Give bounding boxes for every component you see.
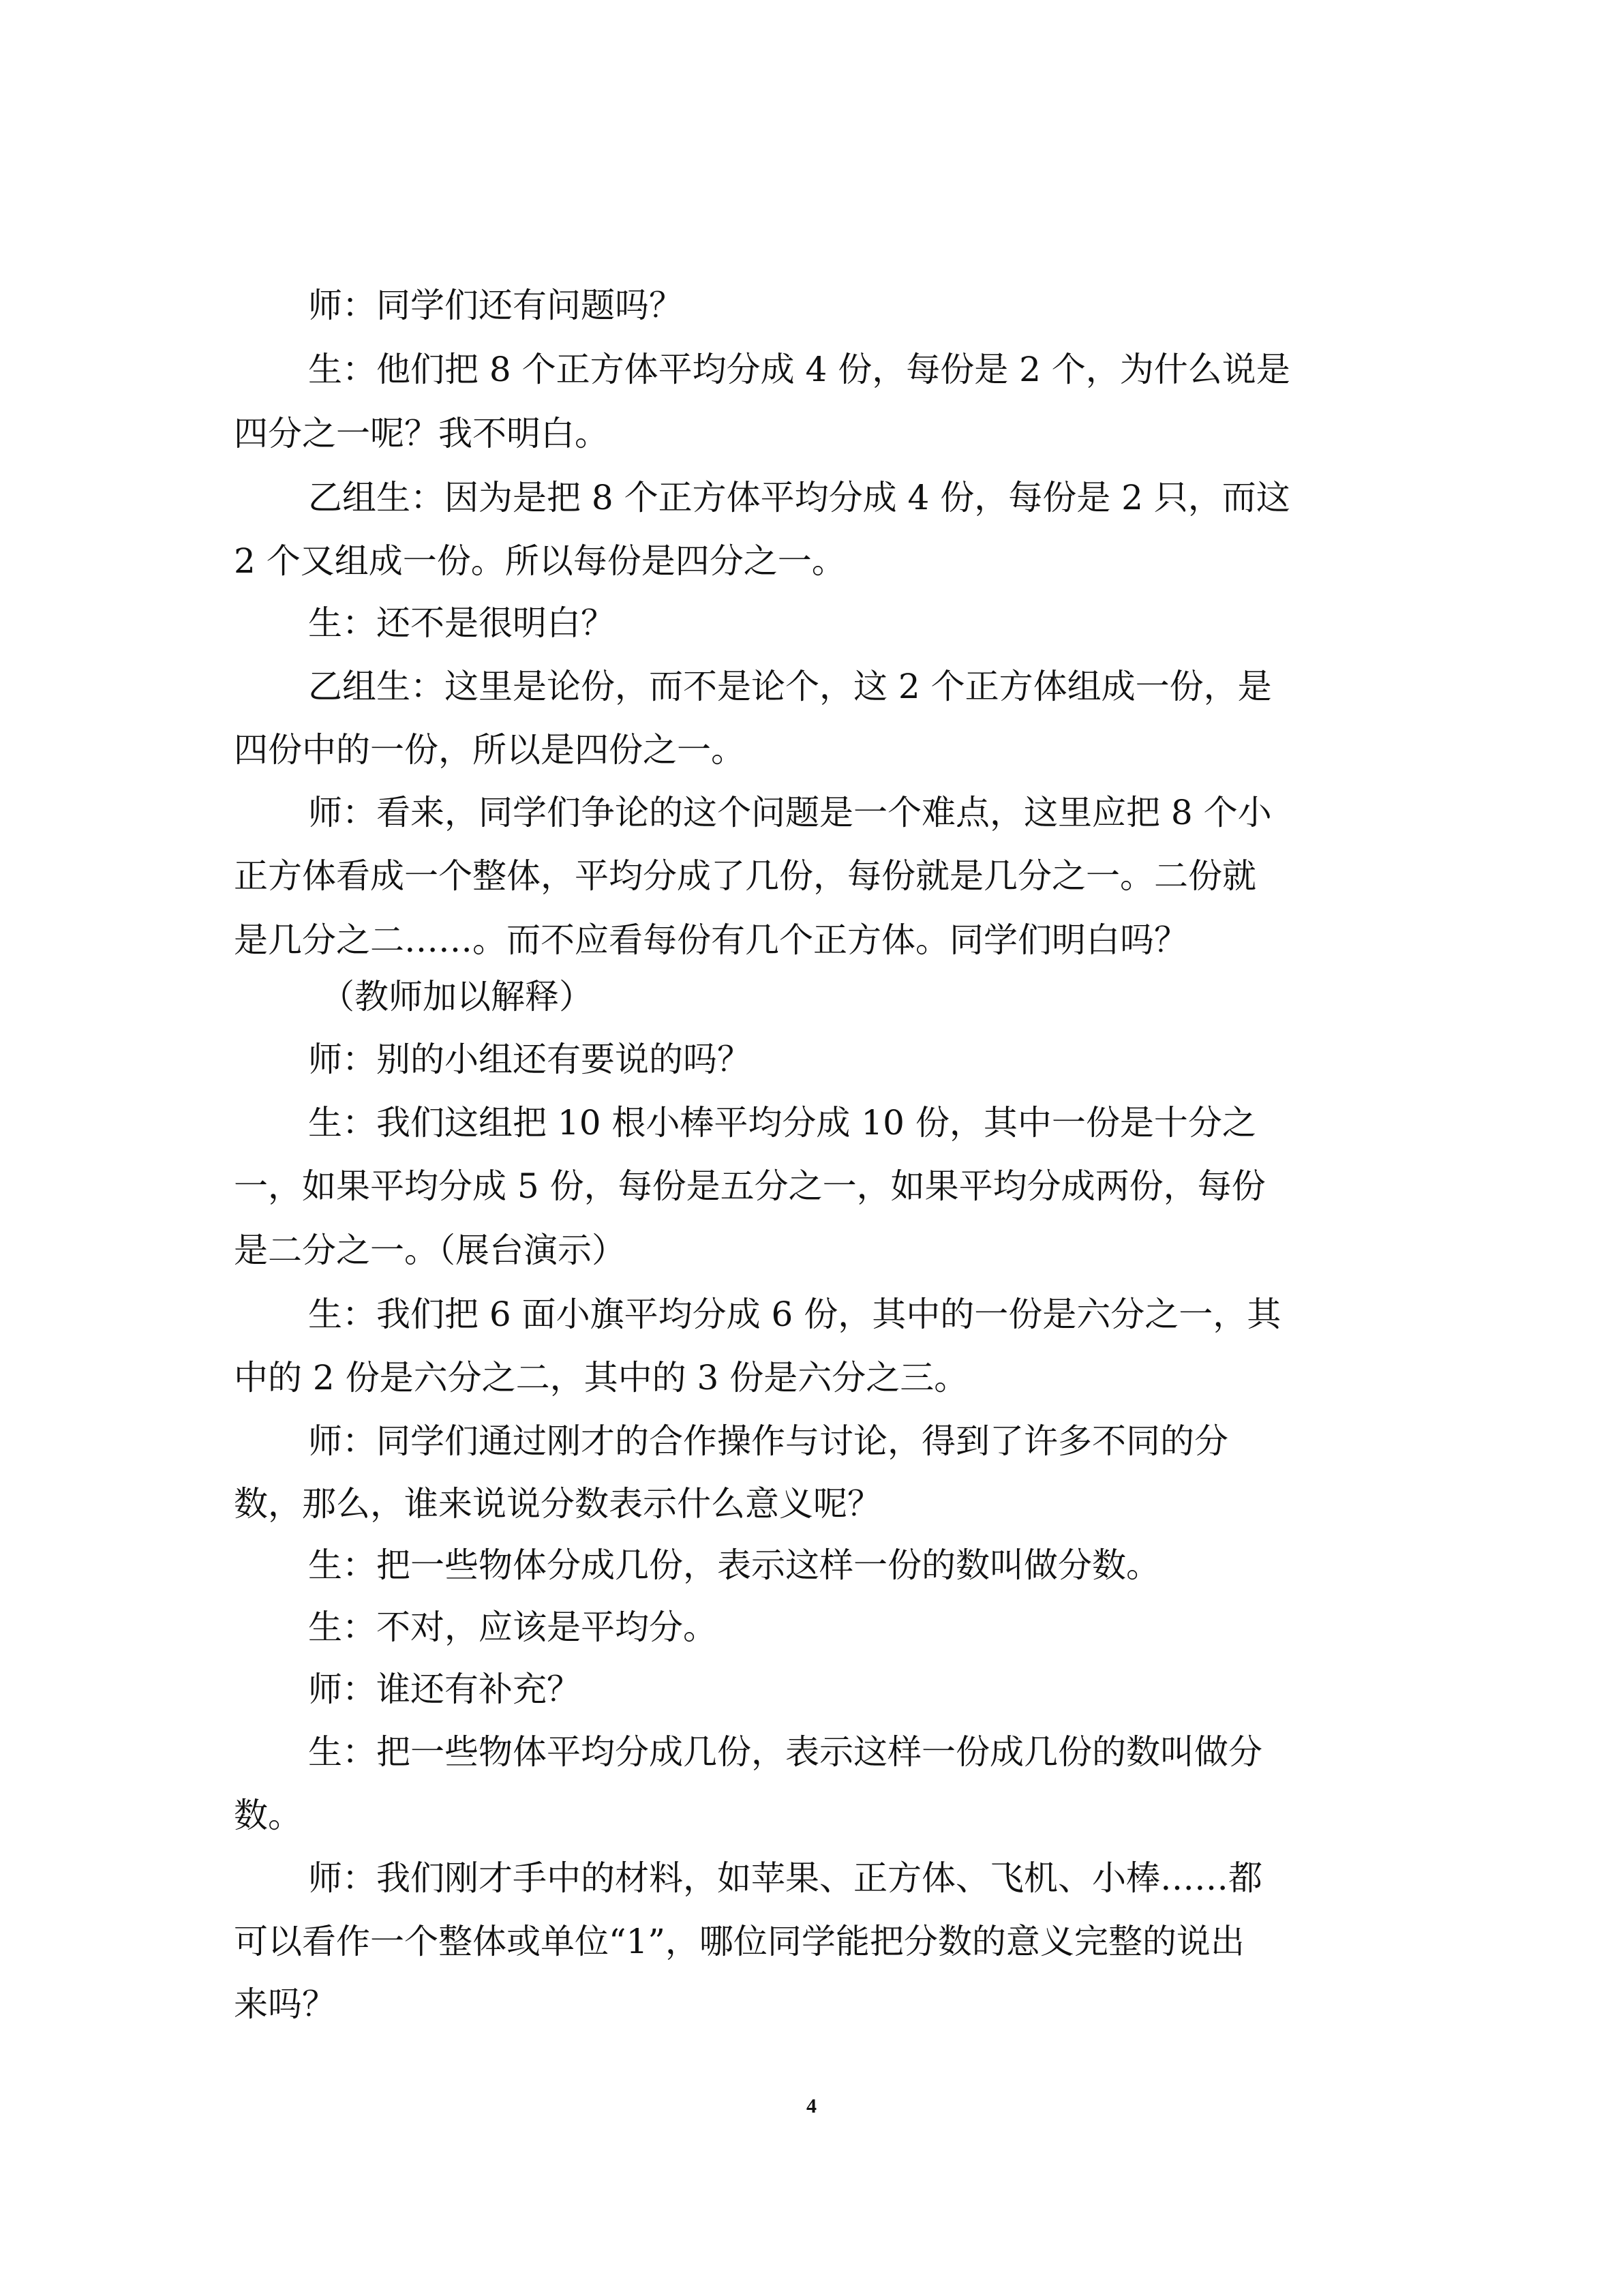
- text-line: 生：把一些物体分成几份，表示这样一份的数叫做分数。: [308, 1545, 1160, 1585]
- text-line: 生：我们这组把 10 根小棒平均分成 10 份，其中一份是十分之: [308, 1103, 1256, 1143]
- text-line: 师：谁还有补充？: [308, 1670, 581, 1709]
- text-line: 2 个又组成一份。所以每份是四分之一。: [234, 541, 846, 581]
- text-line: 一，如果平均分成 5 份，每份是五分之一，如果平均分成两份，每份: [234, 1166, 1266, 1206]
- text-line: 数，那么，谁来说说分数表示什么意义呢？: [234, 1484, 881, 1524]
- page-number: 4: [806, 2095, 817, 2117]
- text-line: 生：还不是很明白？: [308, 603, 615, 643]
- text-line: 师：别的小组还有要说的吗？: [308, 1040, 751, 1079]
- text-line: （教师加以解释）: [320, 977, 593, 1016]
- text-line: 生：我们把 6 面小旗平均分成 6 份，其中的一份是六分之一，其: [308, 1295, 1281, 1334]
- text-line: 师：我们刚才手中的材料，如苹果、正方体、飞机、小棒……都: [308, 1858, 1262, 1898]
- text-line: 生：他们把 8 个正方体平均分成 4 份，每份是 2 个，为什么说是: [308, 350, 1290, 389]
- text-line: 中的 2 份是六分之二，其中的 3 份是六分之三。: [234, 1358, 969, 1398]
- text-line: 四分之一呢？我不明白。: [234, 414, 609, 453]
- text-line: 是二分之一。（展台演示）: [234, 1230, 626, 1270]
- text-line: 生：把一些物体平均分成几份，表示这样一份成几份的数叫做分: [308, 1732, 1262, 1772]
- text-line: 正方体看成一个整体，平均分成了几份，每份就是几分之一。二份就: [234, 856, 1256, 896]
- text-line: 乙组生：因为是把 8 个正方体平均分成 4 份，每份是 2 只，而这: [308, 478, 1290, 517]
- text-line: 是几分之二……。而不应看每份有几个正方体。同学们明白吗？: [234, 920, 1188, 960]
- text-line: 可以看作一个整体或单位“1”，哪位同学能把分数的意义完整的说出: [234, 1922, 1245, 1961]
- text-line: 乙组生：这里是论份，而不是论个，这 2 个正方体组成一份，是: [308, 667, 1272, 706]
- text-line: 师：同学们还有问题吗？: [308, 286, 683, 325]
- text-line: 来吗？: [234, 1984, 336, 2024]
- text-line: 师：看来，同学们争论的这个问题是一个难点，这里应把 8 个小: [308, 793, 1272, 832]
- text-line: 数。: [234, 1796, 302, 1835]
- text-line: 四份中的一份，所以是四份之一。: [234, 730, 745, 770]
- text-line: 生：不对，应该是平均分。: [308, 1607, 717, 1647]
- text-line: 师：同学们通过刚才的合作操作与讨论，得到了许多不同的分: [308, 1421, 1228, 1461]
